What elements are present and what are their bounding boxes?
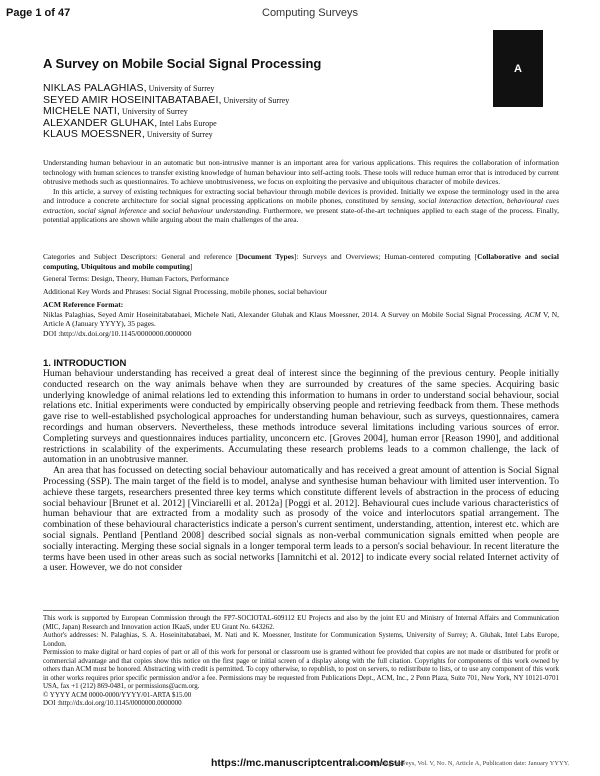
reference-citation (43, 310, 559, 329)
body-paragraph-2: An area that has focussed on detecting social behaviour automatically and has received a great amount of attention is Social Signal Processing (SSP). The main target of the field is to model, analyse and synthesise human behaviour with limited user intervention. To achieve these targets, researchers presented three key terms which constitute different levels of abstraction in the process of educing social behaviour [Brunet et al. 2012] [Vinciarelli et al. 2012a] [Poggi et al. 2012]. Behavioural cues include various characteristics of human behaviour that are extracted from a modality such as prosody of the voice and interlocutors spatial arrangement. The combination of these behavioural characteristics indicate a person's current sentiment, understanding, attention, interest etc. which are social signals. Pentland [Pentland 2008] described social signals as non-verbal communication signals emitted when people are socially interacting. Merging these social signals in a longer temporal term leads to a person's social behaviour. In recent literature the terms have been used in other areas such as social networks [Iamnitchi et al. 2012] to indicate every social related Internet activity of a user. However, we do not consider (43, 465, 559, 574)
abstract-text: and (146, 205, 163, 215)
page-indicator: Page 1 of 47 (6, 7, 71, 19)
categories-text: Categories and Subject Descriptors: General and reference [ (43, 252, 239, 261)
abstract-emphasis: sensing, social interaction detection, behavioural cues extraction, social signal inference (43, 196, 559, 215)
author-name: SEYED AMIR HOSEINITABATABAEI, (43, 93, 222, 106)
reference-heading-text: ACM Reference Format: (43, 300, 124, 309)
keywords: Additional Key Words and Phrases: Social Signal Processing, mobile phones, social behaviour (43, 286, 328, 296)
footnotes (43, 614, 559, 708)
categories-text: ] (189, 261, 193, 271)
categories-bold: Collaborative and social computing, Ubiquitous and mobile computing (43, 252, 559, 271)
permission-notice: Permission to make digital or hard copies of part or all of this work for personal or classroom use is granted without fee provided that copies are not made or distributed for profit or commercial advantage and that copies show this notice on the first page or initial screen of a display along with the full citation. Copyrights for components of this work owned by others than ACM must be honored. Abstracting with credit is permitted. To copy otherwise, to republish, to post on servers, to redistribute to lists, or to use any component of this work in other works requires prior specific permission and/or a fee. Permissions may be requested from Publications Dept., ACM, Inc., 2 Penn Plaza, Suite 701, New York, NY 10121-0701 USA, fax +1 (212) 869-0481, or permissions@acm.org. (43, 648, 559, 690)
paper-metadata (43, 252, 559, 299)
author-name: KLAUS MOESSNER, (43, 128, 145, 140)
author-name: MICHELE NATI, (43, 105, 120, 117)
abstract-text: In this article, a survey of existing techniques for extracting social behaviour through mobile devices is provided. Initially we expose the terminology used in the area and introduce a concrete architecture for social signal processing applications on mobile phones, constituted by (43, 186, 559, 205)
acm-reference-format (43, 300, 559, 338)
reference-doi[interactable]: DOI :http://dx.doi.org/10.1145/0000000.0000000 (43, 328, 192, 338)
article-tab-letter: A (514, 63, 522, 75)
author-affiliation: Intel Labs Europe (157, 118, 217, 128)
author-addresses: Author's addresses: N. Palaghias, S. A. Hoseinitabatabaei, M. Nati and K. Moessner, Institute for Communication Systems, University of Surrey; A. Gluhak, Intel Labs Europe, London. (43, 631, 559, 648)
citation-text: Niklas Palaghias, Seyed Amir Hoseinitabatabaei, Michele Nati, Alexander Gluhak and Klaus Moessner, 2014. A Survey on Mobile Social Signal Processing. (43, 309, 525, 319)
abstract-paragraph-1: Understanding human behaviour in an automatic but non-intrusive manner is an important area for various applications. This requires the collaboration of information technology with human sciences to transfer existing knowledge of human behaviour into self-acting tools. These tools will reduce human error that is introduced by current obtrusive methods such as questionnaires. To achieve unobtrusiveness, we focus on exploiting the pervasive and ubiquitous character of mobile devices. (43, 158, 559, 186)
journal-footer: ACM Computing Surveys, Vol. V, No. N, Article A, Publication date: January YYYY. (346, 760, 570, 767)
general-terms: General Terms: Design, Theory, Human Factors, Performance (43, 274, 229, 283)
manuscript-url[interactable]: https://mc.manuscriptcentral.com/csur (211, 757, 405, 769)
author-affiliation: University of Surrey (144, 130, 213, 139)
author-affiliation: University of Surrey (146, 84, 215, 93)
abstract (43, 158, 559, 225)
author-affiliation: University of Surrey (119, 107, 188, 116)
citation-text: V, N, Article A (January YYYY), 35 pages. (43, 309, 559, 328)
running-title: Computing Surveys (262, 7, 358, 19)
abstract-paragraph-2 (43, 187, 559, 225)
author-line (43, 129, 463, 141)
body-paragraph-1: Human behaviour understanding has received a great deal of interest since the beginning of the previous century. People initially conducted research on the way animals behave when they are surrounded by creatures of the same species. Acquiring basic underlying knowledge of animal relations led to extending this information to humans in order to understand social behaviour, social relations etc. Initial experiments were conducted by empirically observing people and retrieving feedback from them. These methods gave rise to well-established psychological approaches for understanding human behaviour, such as surveys, questionnaires, camera recordings and human observers. Nevertheless, these methods introduce several limitations including various sources of error. Completing surveys and questionnaires induces partiality, unconcern etc. [Groves 2004], human error [Reason 1990], and additional restrictions in scalability of the experiments. Accumulating these research problems leads to a common challenge, the lack of automation in an unobtrusive manner. (43, 368, 559, 466)
footnote-doi[interactable]: DOI :http://dx.doi.org/10.1145/0000000.0000000 (43, 699, 182, 707)
copyright-line: © YYYY ACM 0000-0000/YYYY/01-ARTA $15.00 (43, 690, 192, 699)
author-affiliation: University of Surrey (221, 95, 290, 105)
categories-bold: Document Types (238, 252, 294, 261)
abstract-emphasis: social behaviour understanding (162, 205, 260, 215)
citation-journal: ACM (524, 309, 541, 319)
author-list (43, 83, 463, 141)
categories-descriptors (43, 252, 559, 271)
funding-note: This work is supported by European Commission through the FP7-SOCIOTAL-609112 EU Projects and also by the joint EU and Ministry of Internal Affairs and Communication (MIC, Japan) Research and Innovation action IKaaS, under EU Grant No. 643262. (43, 614, 559, 631)
article-tab (493, 30, 543, 107)
reference-heading (43, 300, 559, 310)
page-header (6, 7, 594, 23)
body-text (43, 369, 559, 574)
author-name: ALEXANDER GLUHAK, (43, 116, 158, 129)
section-heading: 1. INTRODUCTION (43, 358, 127, 369)
paper-title: A Survey on Mobile Social Signal Processing (43, 56, 322, 71)
author-name: NIKLAS PALAGHIAS, (43, 82, 147, 94)
abstract-text: . Furthermore, we present state-of-the-art techniques applied to each stage of the process. Finally, potential applications are shown while arguing about the main challenges of the area. (43, 205, 559, 224)
categories-text: ]: Surveys and Overviews; Human-centered computing [ (293, 252, 478, 261)
footnote-divider (43, 610, 559, 611)
